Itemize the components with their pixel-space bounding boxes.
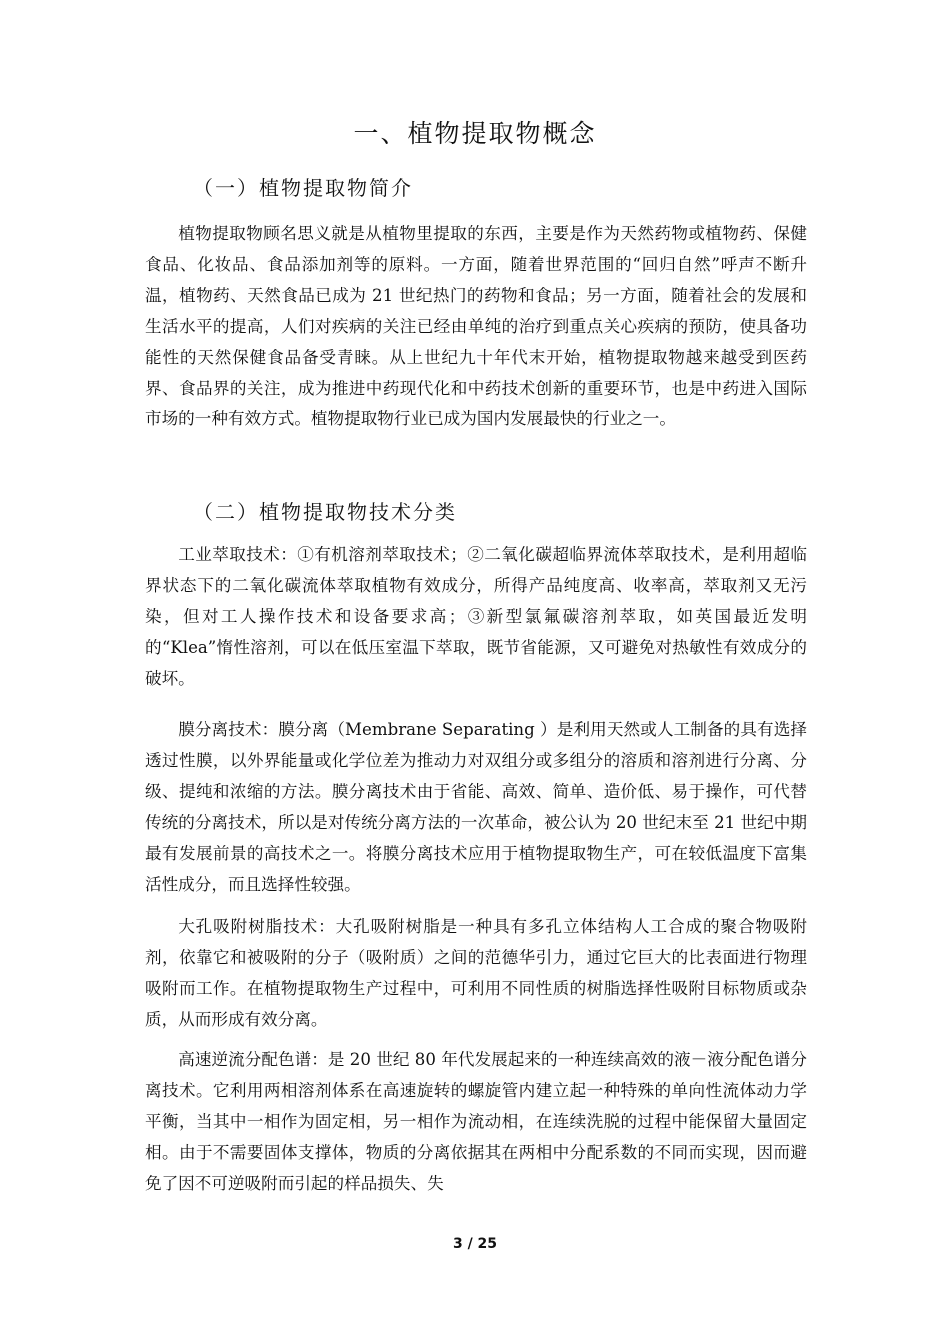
section-heading-techniques: （二）植物提取物技术分类 bbox=[193, 500, 457, 524]
page-title: 一、植物提取物概念 bbox=[353, 119, 597, 148]
paragraph-intro: 植物提取物顾名思义就是从植物里提取的东西，主要是作为天然药物或植物药、保健食品、化妆品、食品添加剂等的原料。一方面，随着世界范围的“回归自然”呼声不断升温，植物药、天然食品已成为 21 世纪热门的药物和食品；另一方面，随着社会的发展和生活水平的提高，人们对疾病的关注已经由单纯的治疗到重点关心疾病的预防，使具备功能性的天然保健食品备受青睐。从上世纪九十年代末开始，植物提取物越来越受到医药界、食品界的关注，成为推进中药现代化和中药技术创新的重要环节，也是中药进入国际市场的一种有效方式。植物提取物行业已成为国内发展最快的行业之一。 bbox=[145, 224, 807, 429]
paragraph-membrane-separation: 膜分离技术：膜分离（Membrane Separating ）是利用天然或人工制备的具有选择透过性膜，以外界能量或化学位差为推动力对双组分或多组分的溶质和溶剂进行分离、分级、提纯和浓缩的方法。膜分离技术由于省能、高效、简单、造价低、易于操作，可代替传统的分离技术，所以是对传统分离方法的一次革命，被公认为 20 世纪末至 21 世纪中期最有发展前景的高技术之一。将膜分离技术应用于植物提取物生产，可在较低温度下富集活性成分，而且选择性较强。 bbox=[145, 720, 807, 894]
paragraph-macroporous-resin: 大孔吸附树脂技术：大孔吸附树脂是一种具有多孔立体结构人工合成的聚合物吸附剂，依靠它和被吸附的分子（吸附质）之间的范德华引力，通过它巨大的比表面进行物理吸附而工作。在植物提取物生产过程中，可利用不同性质的树脂选择性吸附目标物质或杂质，从而形成有效分离。 bbox=[145, 917, 807, 1029]
paragraph-countercurrent-chromatography: 高速逆流分配色谱：是 20 世纪 80 年代发展起来的一种连续高效的液－液分配色谱分离技术。它利用两相溶剂体系在高速旋转的螺旋管内建立起一种特殊的单向性流体动力学平衡，当其中一相作为固定相，另一相作为流动相，在连续洗脱的过程中能保留大量固定相。由于不需要固体支撑体，物质的分离依据其在两相中分配系数的不同而实现，因而避免了因不可逆吸附而引起的样品损失、失 bbox=[145, 1050, 807, 1193]
paragraph-industrial-extraction: 工业萃取技术：①有机溶剂萃取技术；②二氧化碳超临界流体萃取技术，是利用超临界状态下的二氧化碳流体萃取植物有效成分，所得产品纯度高、收率高，萃取剂又无污染，但对工人操作技术和设备要求高；③新型氯氟碳溶剂萃取，如英国最近发明的“Klea”惰性溶剂，可以在低压室温下萃取，既节省能源，又可避免对热敏性有效成分的破坏。 bbox=[145, 545, 807, 688]
section-heading-intro: （一）植物提取物简介 bbox=[193, 176, 413, 200]
page-number: 3 / 25 bbox=[452, 1236, 498, 1252]
